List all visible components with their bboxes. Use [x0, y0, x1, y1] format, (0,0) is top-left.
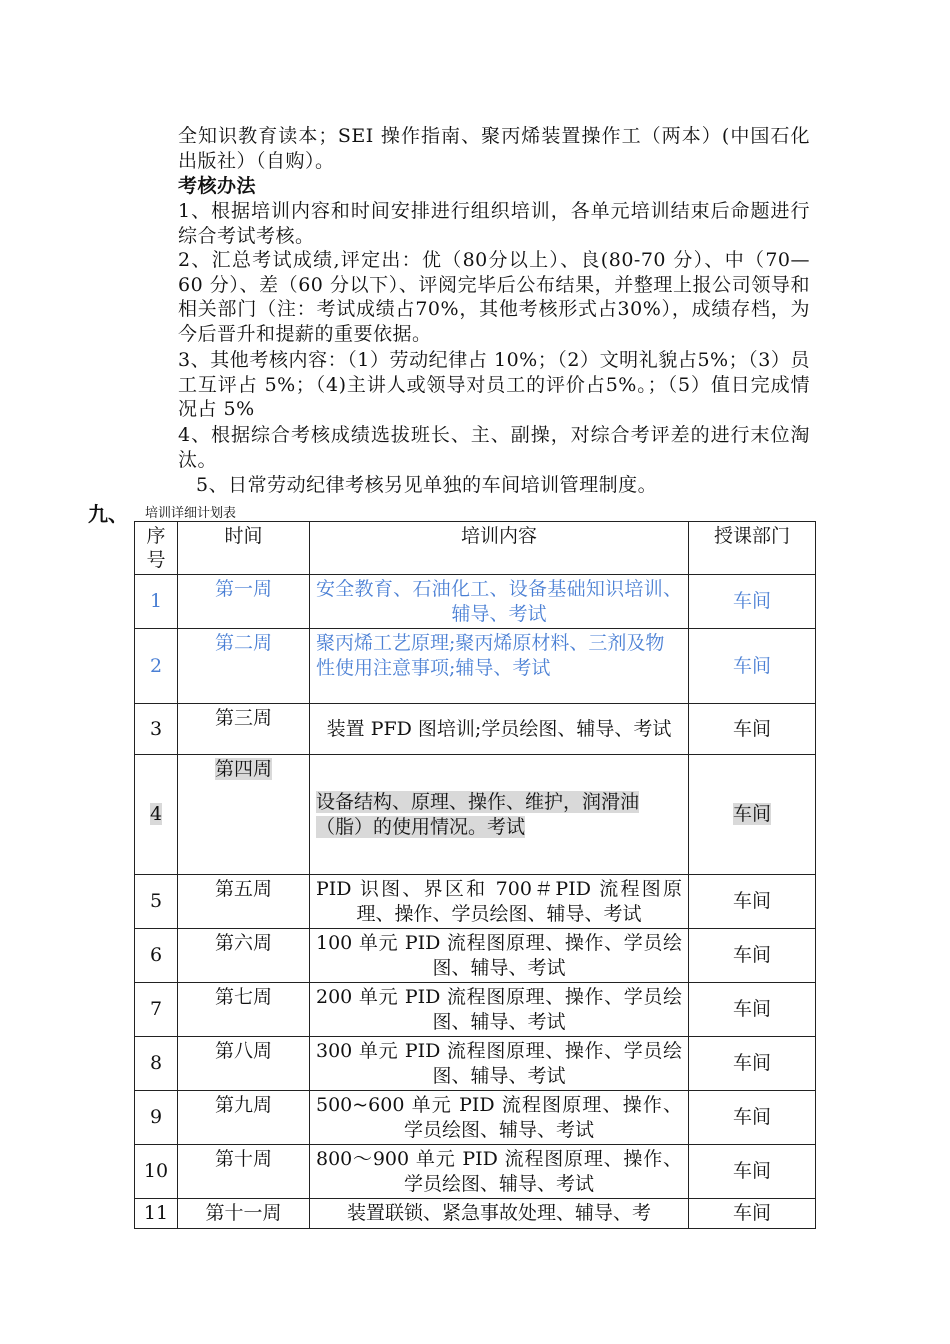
- cell-time: 第四周: [178, 755, 310, 875]
- cell-content: 安全教育、石油化工、设备基础知识培训、辅导、考试: [310, 575, 689, 629]
- cell-content: 设备结构、原理、操作、维护，润滑油（脂）的使用情况。考试: [310, 755, 689, 875]
- table-row: [135, 929, 816, 983]
- paragraph-item-4: 4、根据综合考核成绩选拔班长、主、副操，对综合考评差的进行末位淘汰。: [178, 424, 810, 471]
- cell-time: 第五周: [178, 875, 310, 929]
- heading-assessment-method: 考核办法: [178, 175, 257, 197]
- cell-content: 装置 PFD 图培训;学员绘图、辅导、考试: [310, 704, 689, 755]
- cell-time: 第九周: [178, 1091, 310, 1145]
- table-row: [135, 875, 816, 929]
- cell-dept: 车间: [689, 875, 816, 929]
- cell-content: 聚丙烯工艺原理;聚丙烯原材料、三剂及物性使用注意事项;辅导、考试: [310, 629, 689, 704]
- table-row: [135, 629, 816, 704]
- cell-time: 第八周: [178, 1037, 310, 1091]
- cell-seq: 9: [135, 1091, 178, 1145]
- cell-content: 装置联锁、紧急事故处理、辅导、考: [310, 1199, 689, 1229]
- cell-dept: 车间: [689, 755, 816, 875]
- table-header-row: [135, 522, 816, 575]
- cell-time: 第六周: [178, 929, 310, 983]
- cell-seq: 3: [135, 704, 178, 755]
- header-dept: 授课部门: [689, 522, 816, 575]
- cell-dept: 车间: [689, 929, 816, 983]
- cell-seq: 2: [135, 629, 178, 704]
- cell-content: 100 单元 PID 流程图原理、操作、学员绘图、辅导、考试: [310, 929, 689, 983]
- paragraph-materials: 全知识教育读本；SEI 操作指南、聚丙烯装置操作工（两本）(中国石化出版社）（自购）。: [178, 125, 810, 172]
- cell-dept: 车间: [689, 629, 816, 704]
- cell-time: 第十周: [178, 1145, 310, 1199]
- paragraph-item-5: 5、日常劳动纪律考核另见单独的车间培训管理制度。: [196, 474, 658, 496]
- cell-content: PID 识图、界区和 700＃PID 流程图原理、操作、学员绘图、辅导、考试: [310, 875, 689, 929]
- cell-seq: 6: [135, 929, 178, 983]
- cell-dept: 车间: [689, 575, 816, 629]
- cell-time: 第七周: [178, 983, 310, 1037]
- table-caption: 培训详细计划表: [145, 506, 237, 521]
- cell-seq: 11: [135, 1199, 178, 1229]
- section-number: 九、: [88, 502, 128, 526]
- cell-content: 300 单元 PID 流程图原理、操作、学员绘图、辅导、考试: [310, 1037, 689, 1091]
- cell-seq: 10: [135, 1145, 178, 1199]
- cell-time: 第一周: [178, 575, 310, 629]
- cell-content: 500~600 单元 PID 流程图原理、操作、学员绘图、辅导、考试: [310, 1091, 689, 1145]
- table-row: [135, 1199, 816, 1229]
- cell-dept: 车间: [689, 1199, 816, 1229]
- cell-dept: 车间: [689, 983, 816, 1037]
- table-row: [135, 575, 816, 629]
- paragraph-item-2: 2、汇总考试成绩,评定出：优（80分以上）、良(80-70 分）、中（70—60 分）、差（60 分以下）、评阅完毕后公布结果，并整理上报公司领导和相关部门（注：考试成绩占70%，其他考核形式占30%），成绩存档，为今后晋升和提薪的重要依据。: [178, 249, 810, 345]
- table-row: [135, 1145, 816, 1199]
- cell-seq: 5: [135, 875, 178, 929]
- table-row: [135, 1091, 816, 1145]
- cell-content: 800～900 单元 PID 流程图原理、操作、学员绘图、辅导、考试: [310, 1145, 689, 1199]
- cell-dept: 车间: [689, 1037, 816, 1091]
- header-content: 培训内容: [310, 522, 689, 575]
- header-seq: 序号: [135, 522, 178, 575]
- paragraph-item-3: 3、其他考核内容：（1）劳动纪律占 10%；（2）文明礼貌占5%；（3）员工互评占 5%；（4)主讲人或领导对员工的评价占5%。；（5）值日完成情况占 5%: [178, 349, 810, 420]
- paragraph-item-1: 1、根据培训内容和时间安排进行组织培训，各单元培训结束后命题进行综合考试考核。: [178, 200, 810, 247]
- cell-seq: 8: [135, 1037, 178, 1091]
- cell-dept: 车间: [689, 1145, 816, 1199]
- cell-time: 第二周: [178, 629, 310, 704]
- table-row: [135, 704, 816, 755]
- training-plan-table: [134, 521, 816, 1229]
- cell-content: 200 单元 PID 流程图原理、操作、学员绘图、辅导、考试: [310, 983, 689, 1037]
- cell-dept: 车间: [689, 1091, 816, 1145]
- cell-time: 第三周: [178, 704, 310, 755]
- cell-time: 第十一周: [178, 1199, 310, 1229]
- header-time: 时间: [178, 522, 310, 575]
- cell-seq: 7: [135, 983, 178, 1037]
- table-row: [135, 983, 816, 1037]
- cell-dept: 车间: [689, 704, 816, 755]
- table-row: [135, 755, 816, 875]
- table-row: [135, 1037, 816, 1091]
- cell-seq: 4: [135, 755, 178, 875]
- cell-seq: 1: [135, 575, 178, 629]
